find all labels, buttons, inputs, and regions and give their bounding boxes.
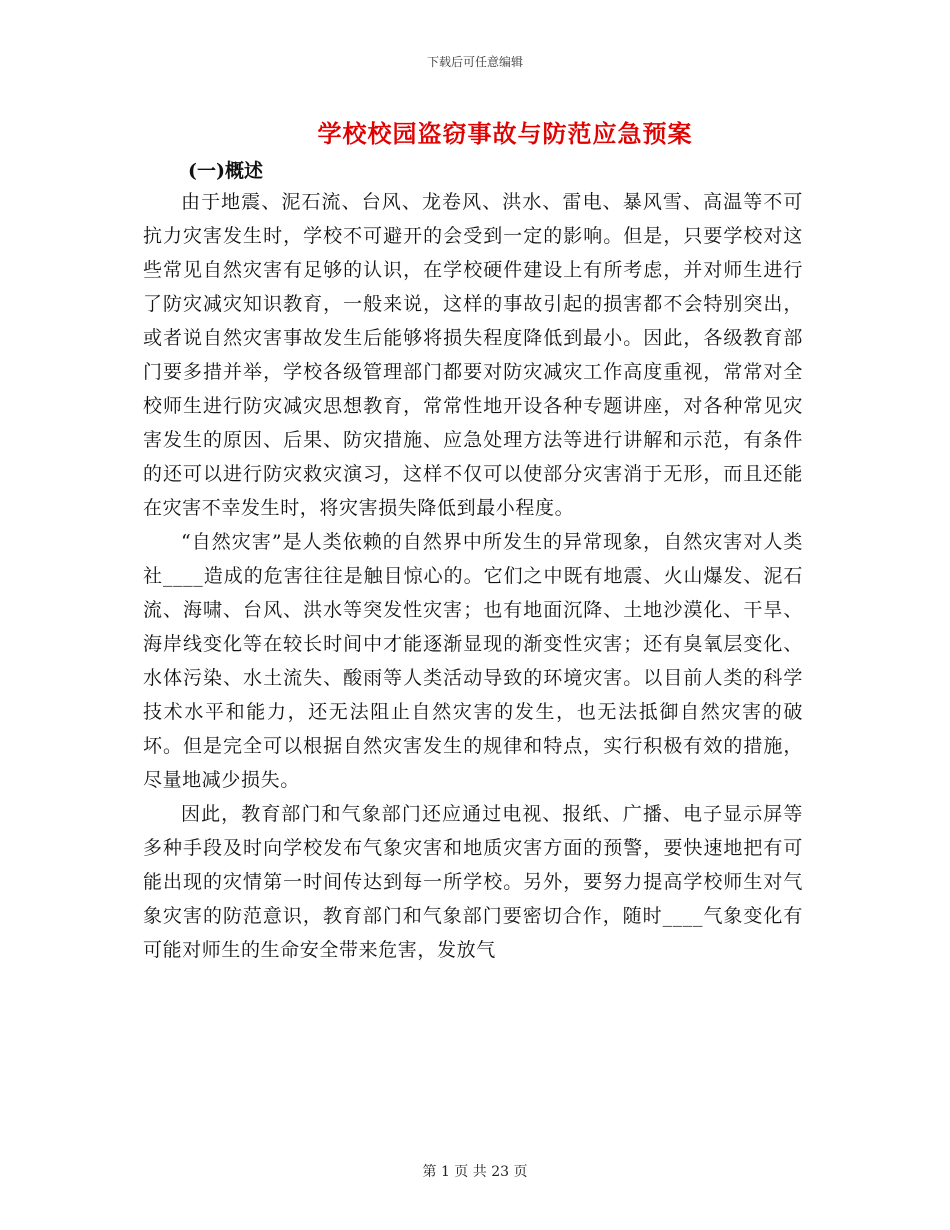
paragraph-1: 由于地震、泥石流、台风、龙卷风、洪水、雷电、暴风雪、高温等不可抗力灾害发生时，学校不可避开的会受到一定的影响。但是，只要学校对这些常见自然灾害有足够的认识，在学校硬件建设上有所考虑，并对师生进行了防灾减灾知识教育，一般来说，这样的事故引起的损害都不会特别突出，或者说自然灾害事故发生后能够将损失程度降低到最小。因此，各级教育部门要多措并举，学校各级管理部门都要对防灾减灾工作高度重视，常常对全校师生进行防灾减灾思想教育，常常性地开设各种专题讲座，对各种常见灾害发生的原因、后果、防灾措施、应急处理方法等进行讲解和示范，有条件的还可以进行防灾救灾演习，这样不仅可以使部分灾害消于无形，而且还能在灾害不幸发生时，将灾害损失降低到最小程度。 [143, 191, 803, 519]
document-title: 学校校园盗窃事故与防范应急预案 [317, 119, 693, 148]
paragraph-3: 因此，教育部门和气象部门还应通过电视、报纸、广播、电子显示屏等多种手段及时向学校发布气象灾害和地质灾害方面的预警，要快速地把有可能出现的灾情第一时间传达到每一所学校。另外，要努力提高学校师生对气象灾害的防范意识，教育部门和气象部门要密切合作，随时____气象变化有可能对师生的生命安全带来危害，发放气 [143, 803, 803, 961]
header-note: 下载后可任意编辑 [426, 55, 523, 69]
section-heading: (一)概述 [188, 160, 263, 182]
document-body [143, 185, 803, 967]
page-number: 第 1 页 共 23 页 [422, 1164, 528, 1180]
paragraph-2: “自然灾害”是人类依赖的自然界中所发生的异常现象，自然灾害对人类社____造成的危害往往是触目惊心的。它们之中既有地震、火山爆发、泥石流、海啸、台风、洪水等突发性灾害；也有地面沉降、土地沙漠化、干旱、海岸线变化等在较长时间中才能逐渐显现的渐变性灾害；还有臭氧层变化、水体污染、水土流失、酸雨等人类活动导致的环境灾害。以目前人类的科学技术水平和能力，还无法阻止自然灾害的发生，也无法抵御自然灾害的破坏。但是完全可以根据自然灾害发生的规律和特点，实行积极有效的措施，尽量地减少损失。 [143, 531, 803, 791]
